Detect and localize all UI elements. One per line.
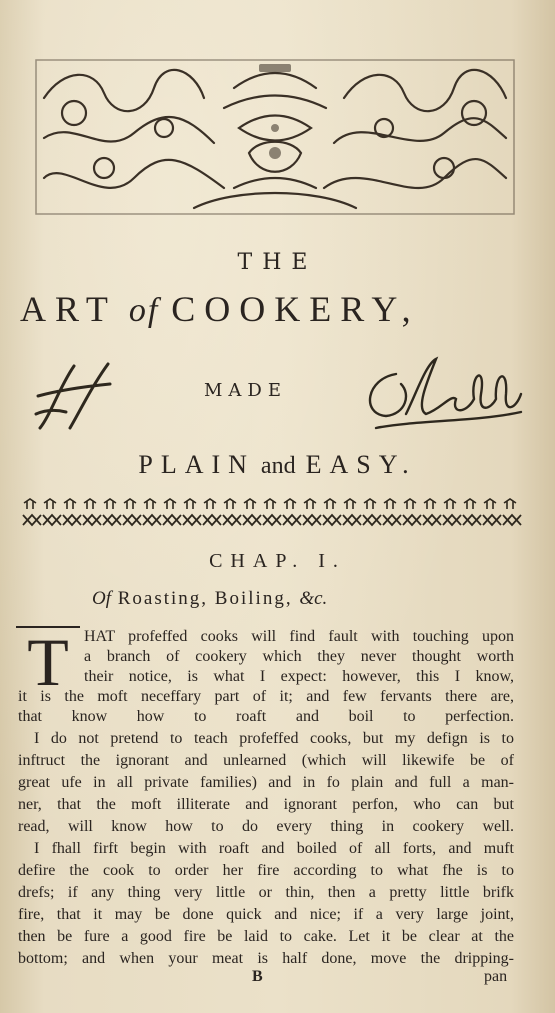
ornamental-border-row [22, 497, 522, 529]
title-word-cookery: COOKERY, [171, 289, 420, 329]
body-line [18, 950, 514, 968]
title-word-plain: PLAIN [138, 450, 255, 479]
body-line: read, will know how to do every thing in cookery well. [18, 818, 514, 835]
title-word-of: of [128, 292, 160, 329]
chapter-heading: CHAP. I. [209, 550, 346, 572]
body-line: their notice, is what I expect: however, this I know, [84, 668, 514, 685]
chapter-subtitle [92, 588, 512, 610]
body-line: great ufe in all private families) and in fo plain and full a man- [18, 774, 514, 791]
body-line: inftruct the ignorant and unlearned (which will likewife be of [18, 752, 514, 769]
subtitle-etc: &c. [299, 588, 328, 609]
title-made: MADE [204, 380, 288, 401]
title-word-and: and [260, 453, 296, 479]
subtitle-main: Roasting, Boiling, [117, 588, 293, 609]
handwritten-signature-left [30, 356, 120, 436]
title-the: THE [237, 250, 318, 275]
body-line: then be fure a good fire be laid to cake. Let it be clear at the [18, 928, 514, 945]
catchword: pan [484, 968, 508, 985]
title-word-easy: EASY. [305, 450, 417, 479]
body-line: I do not pretend to teach profeffed cooks, but my defign is to [34, 730, 514, 747]
title-word-art: ART [20, 289, 117, 329]
title-plain-and-easy [0, 450, 555, 480]
subtitle-of: Of [92, 588, 111, 609]
body-line: I fhall firft begin with roaft and boiled of all forts, and muft [34, 840, 514, 857]
signature-mark: B [252, 968, 263, 985]
body-line: it is the moft neceffary part of it; and few fervants there are, [18, 688, 514, 705]
title-art-of-cookery [20, 288, 545, 330]
body-line: a branch of cookery which they never thought worth [84, 648, 514, 665]
body-line: ner, that the moft illiterate and ignorant perfon, who can but [18, 796, 514, 813]
ornamental-headpiece [34, 58, 516, 216]
body-line: HAT profeffed cooks will find fault with touching upon [84, 628, 514, 645]
body-line: that know how to roaft and boil to perfection. [18, 708, 514, 725]
body-line-text: bottom; and when your meat is half done, move the dripping- [18, 950, 514, 967]
drop-cap: T [16, 626, 80, 696]
body-line: drefs; if any thing very little or thin, then a pretty little brifk [18, 884, 514, 901]
handwritten-signature-right [356, 354, 526, 434]
body-line: fire, that it may be done quick and nice; if a very large joint, [18, 906, 514, 923]
body-line: defire the cook to order her fire according to what fhe is to [18, 862, 514, 879]
